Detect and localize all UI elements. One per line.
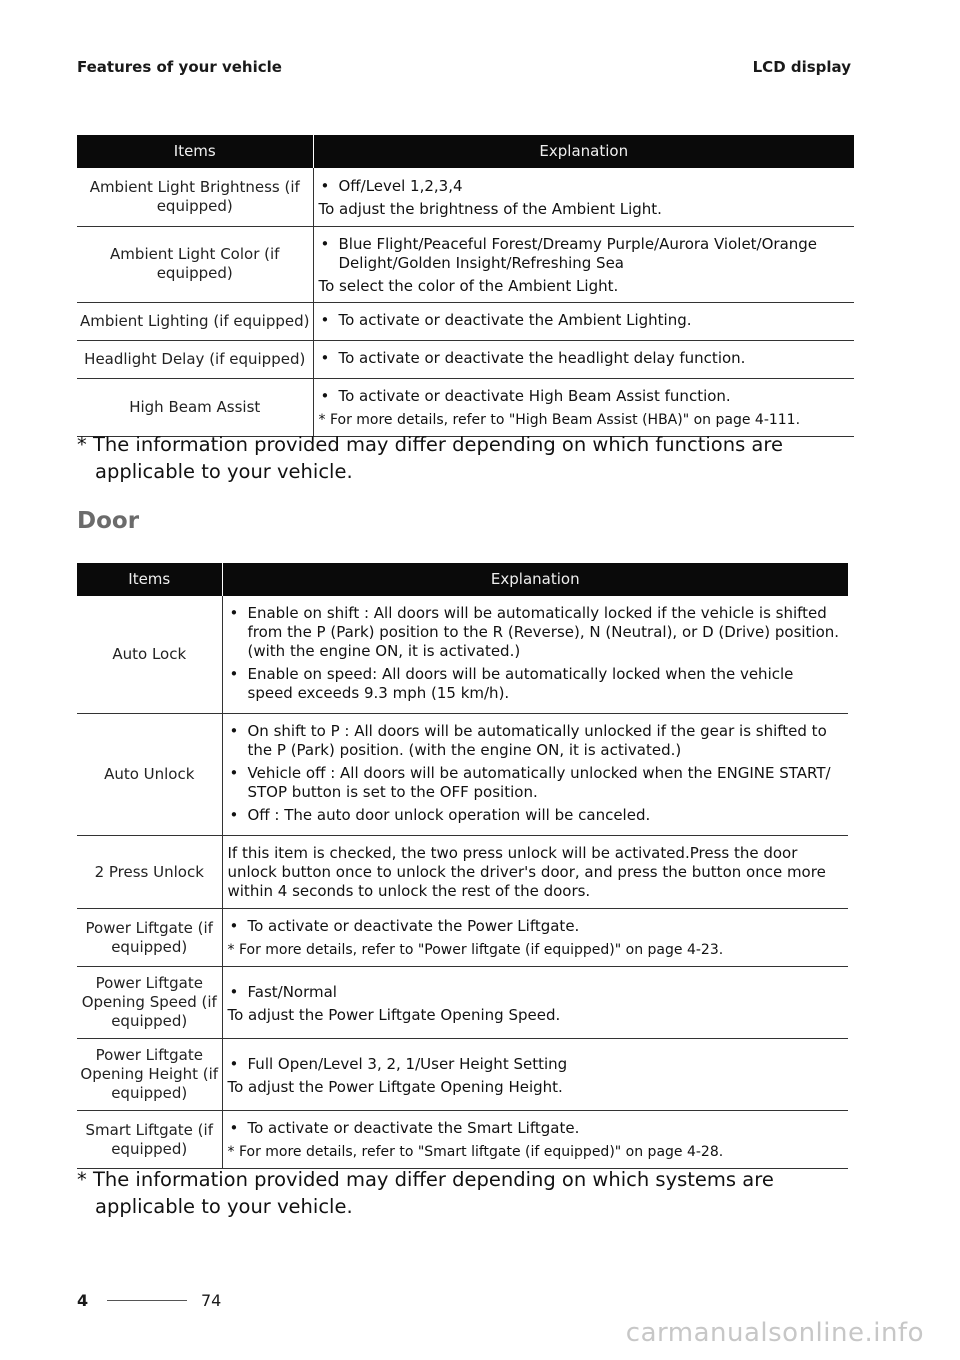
page-footer	[77, 1291, 221, 1310]
explanation-cell	[222, 596, 848, 714]
explanation-cell	[222, 714, 848, 836]
bullet-item: • To activate or deactivate the Ambient Lighting.	[319, 311, 849, 330]
page-header	[77, 58, 851, 76]
bullet-list	[228, 983, 843, 1002]
column-header-items: Items	[77, 135, 313, 168]
item-cell: Ambient Light Color (if equipped)	[77, 226, 313, 302]
table-row	[77, 596, 848, 714]
table-row	[77, 967, 848, 1039]
explanation-cell: If this item is checked, the two press unlock will be activated.Press the door unlock button once to unlock the driver's door, and press the button once more within 4 seconds to unlock the rest of the doors.	[222, 836, 848, 909]
bullet-list	[228, 917, 843, 936]
table-header-row	[77, 563, 848, 596]
item-cell: Ambient Lighting (if equipped)	[77, 302, 313, 340]
item-cell: Power Liftgate (if equipped)	[77, 909, 222, 967]
column-header-explanation: Explanation	[222, 563, 848, 596]
table-row	[77, 226, 854, 302]
bullet-list	[319, 177, 849, 196]
bullet-item: • Off : The auto door unlock operation will be canceled.	[228, 806, 843, 825]
bullet-item: • Vehicle off : All doors will be automatically unlocked when the ENGINE START/ STOP button is set to the OFF position.	[228, 764, 843, 802]
table-header-row	[77, 135, 854, 168]
footnote-systems: * The information provided may differ depending on which systems are applicable to your vehicle.	[77, 1168, 774, 1218]
lcd-settings-table	[77, 135, 854, 437]
explanation-cell	[222, 909, 848, 967]
item-cell: Power Liftgate Opening Height (if equipped)	[77, 1039, 222, 1111]
table-row	[77, 1111, 848, 1169]
table-row	[77, 836, 848, 909]
bullet-item: • To activate or deactivate the Smart Liftgate.	[228, 1119, 843, 1138]
bullet-list	[319, 387, 849, 406]
bullet-item: • Off/Level 1,2,3,4	[319, 177, 849, 196]
explanation-cell	[222, 1111, 848, 1169]
table-row	[77, 1039, 848, 1111]
explanation-cell	[313, 302, 854, 340]
explanation-cell	[313, 378, 854, 436]
footer-divider	[107, 1300, 187, 1301]
explanation-note: To adjust the Power Liftgate Opening Speed.	[227, 1005, 561, 1024]
bullet-item: • Blue Flight/Peaceful Forest/Dreamy Purple/Aurora Violet/Orange Delight/Golden Insight/Refreshing Sea	[319, 235, 849, 273]
item-cell: Auto Lock	[77, 596, 222, 714]
item-cell: High Beam Assist	[77, 378, 313, 436]
explanation-note: To adjust the brightness of the Ambient Light.	[318, 199, 662, 218]
table-row	[77, 168, 854, 226]
header-topic-title: LCD display	[752, 58, 851, 76]
bullet-list	[319, 235, 849, 273]
bullet-list	[228, 1119, 843, 1138]
chapter-number: 4	[77, 1291, 89, 1310]
section-title-door: Door	[77, 508, 140, 534]
explanation-cell	[313, 168, 854, 226]
cross-reference-note: * For more details, refer to "High Beam Assist (HBA)" on page 4-111.	[318, 411, 801, 428]
bullet-list	[228, 604, 843, 703]
table-row	[77, 714, 848, 836]
watermark: carmanualsonline.info	[625, 1318, 924, 1348]
bullet-item: • Full Open/Level 3, 2, 1/User Height Setting	[228, 1055, 843, 1074]
bullet-list	[319, 311, 849, 330]
item-cell: Ambient Light Brightness (if equipped)	[77, 168, 313, 226]
cross-reference-note: * For more details, refer to "Smart liftgate (if equipped)" on page 4-28.	[227, 1144, 724, 1160]
explanation-cell	[222, 1039, 848, 1111]
item-cell: 2 Press Unlock	[77, 836, 222, 909]
column-header-items: Items	[77, 563, 222, 596]
column-header-explanation: Explanation	[313, 135, 854, 168]
table-row	[77, 909, 848, 967]
item-cell: Smart Liftgate (if equipped)	[77, 1111, 222, 1169]
bullet-item: • Fast/Normal	[228, 983, 843, 1002]
explanation-note: To select the color of the Ambient Light.	[318, 276, 619, 295]
table-row	[77, 340, 854, 378]
item-cell: Power Liftgate Opening Speed (if equipped)	[77, 967, 222, 1039]
bullet-item: • To activate or deactivate High Beam Assist function.	[319, 387, 849, 406]
bullet-list	[228, 722, 843, 825]
explanation-note: To adjust the Power Liftgate Opening Height.	[227, 1077, 563, 1096]
bullet-list	[228, 1055, 843, 1074]
table-row	[77, 302, 854, 340]
bullet-item: • On shift to P : All doors will be automatically unlocked if the gear is shifted to the P (Park) position. (with the engine ON, it is activated.)	[228, 722, 843, 760]
door-settings-table	[77, 563, 848, 1169]
item-cell: Headlight Delay (if equipped)	[77, 340, 313, 378]
bullet-list	[319, 349, 849, 368]
item-cell: Auto Unlock	[77, 714, 222, 836]
bullet-item: • To activate or deactivate the Power Liftgate.	[228, 917, 843, 936]
header-section-title: Features of your vehicle	[77, 58, 282, 76]
explanation-cell	[222, 967, 848, 1039]
bullet-item: • Enable on shift : All doors will be automatically locked if the vehicle is shifted from the P (Park) position to the R (Reverse), N (Neutral), or D (Drive) position. (with the engine ON, it is activated.)	[228, 604, 843, 661]
footnote-functions: * The information provided may differ depending on which functions are applicable to your vehicle.	[77, 433, 783, 483]
bullet-item: • Enable on speed: All doors will be automatically locked when the vehicle speed exceeds 9.3 mph (15 km/h).	[228, 665, 843, 703]
cross-reference-note: * For more details, refer to "Power liftgate (if equipped)" on page 4-23.	[227, 942, 724, 958]
page-number: 74	[201, 1291, 222, 1310]
table-row	[77, 378, 854, 436]
bullet-item: • To activate or deactivate the headlight delay function.	[319, 349, 849, 368]
explanation-cell	[313, 226, 854, 302]
explanation-cell	[313, 340, 854, 378]
